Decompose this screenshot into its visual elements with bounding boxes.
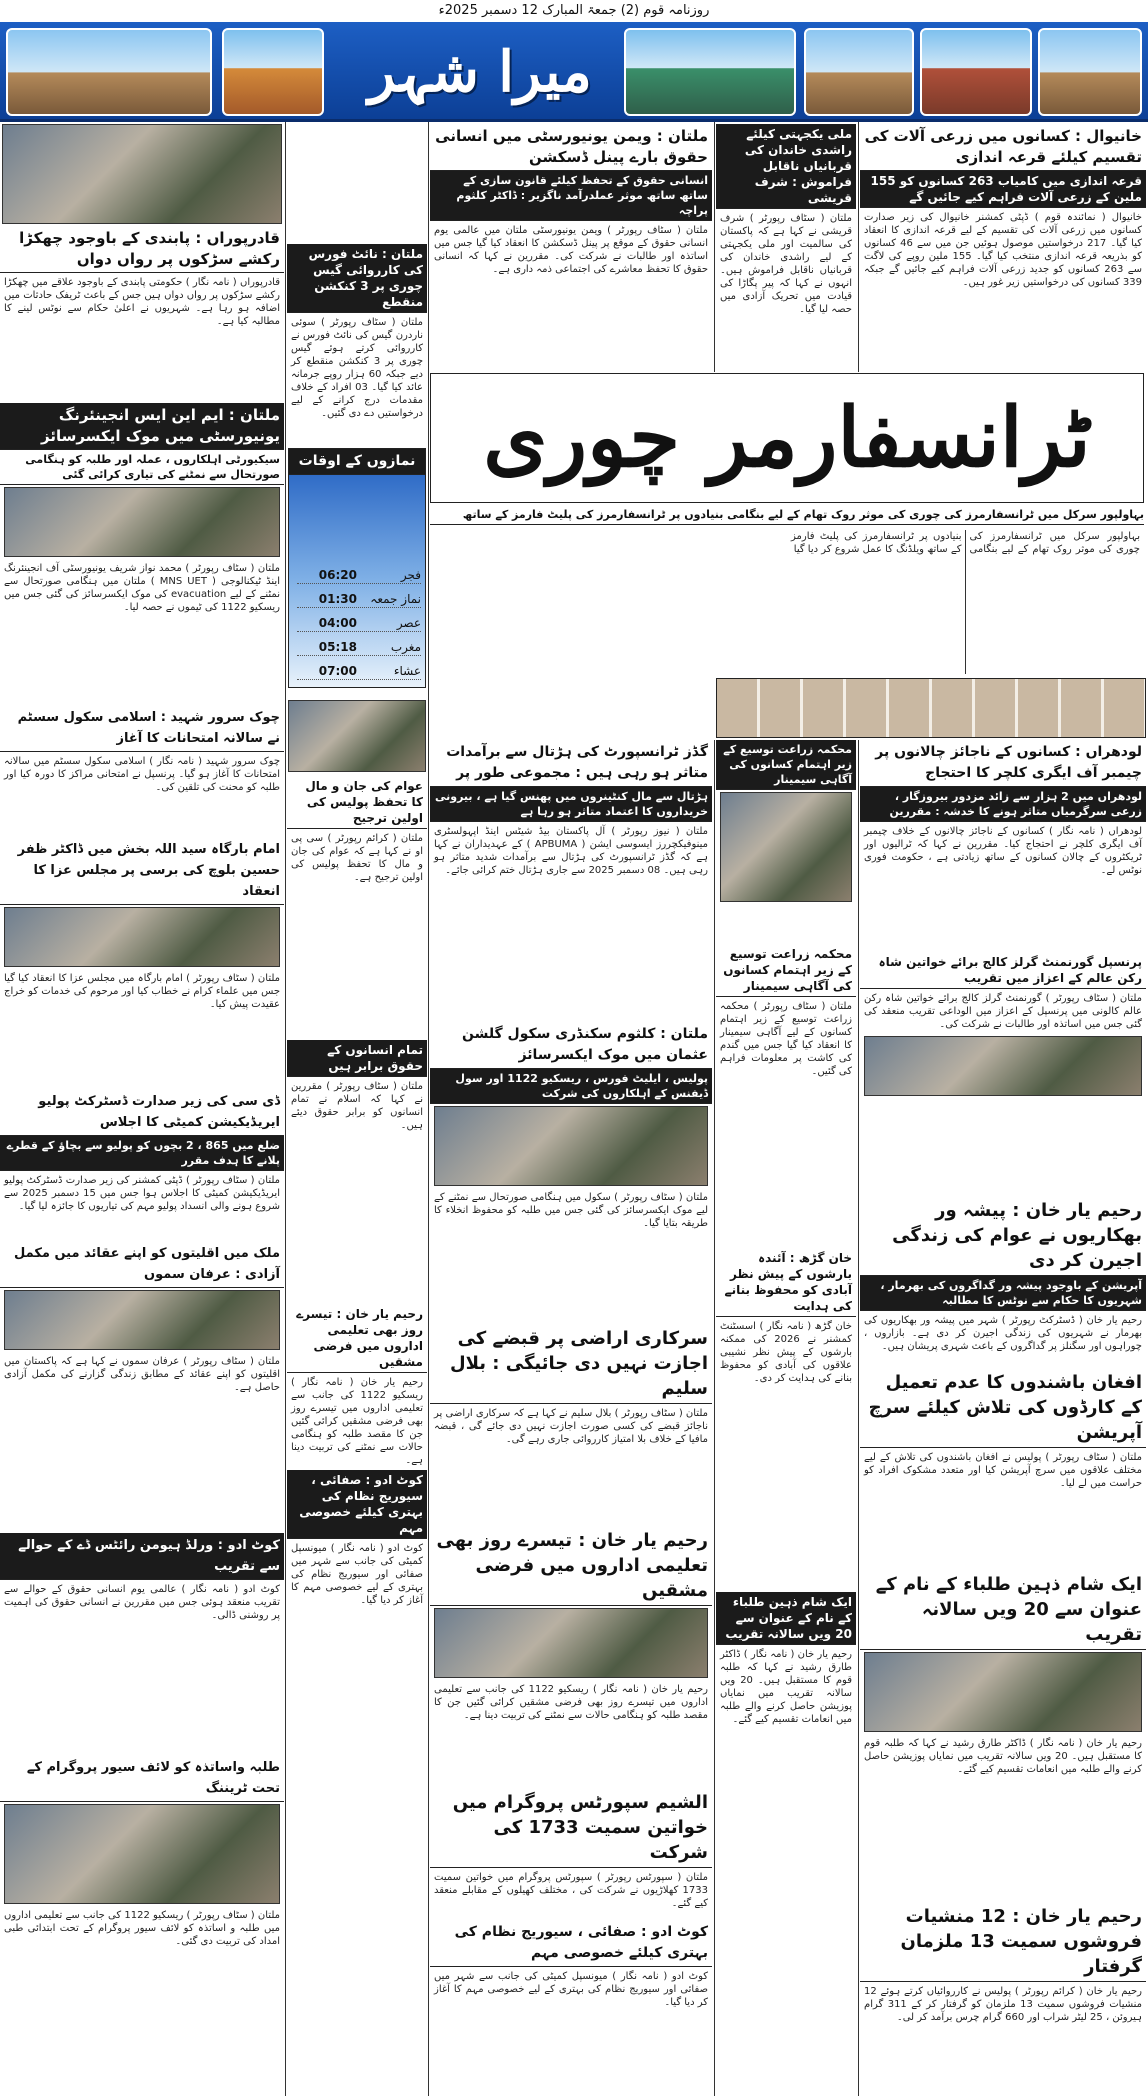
story-fake-drills xyxy=(430,1526,712,1786)
masthead-photo-mausoleum xyxy=(804,28,914,116)
story-headline: رحیم یار خان : 12 منشیات فروشوں سمیت 13 ملزمان گرفتار xyxy=(860,1902,1146,1982)
story-govt-land xyxy=(430,1324,712,1524)
main-headline-sub: بہاولپور سرکل میں ٹرانسفارمرز کی چوری کی موثر روک تھام کے لیے بنگامی بنیادوں پر ٹرانسفارمرز کی پلیٹ فارمز کے ساتھ xyxy=(430,505,1144,525)
story-body: قادرپوراں ( نامہ نگار ) حکومتی پابندی کے باوجود علاقے میں چھکڑا رکشے سڑکوں پر رواں دواں ہیں جس کے باعث ٹریفک حادثات میں اضافہ ہو رہا ہے۔ شہریوں نے اعلیٰ حکام سے نوٹس لینے کا مطالبہ کیا ہے۔ xyxy=(4,277,280,327)
story-body: رحیم یار خان ( نامہ نگار ) ڈاکٹر طارق رشید نے کہا کہ طلبہ قوم کا مستقبل ہیں۔ 20 ویں سالانہ تقریب میں نمایاں پوزیشن حاصل کرنے والے طلبہ میں انعامات تقسیم کیے گئے۔ xyxy=(720,1649,852,1725)
column-rule xyxy=(858,740,859,2096)
story-human-rights-day xyxy=(0,1533,284,1753)
story-body: ملتان ( سٹاف رپورٹر ) ویمن یونیورسٹی ملتان میں عالمی یوم انسانی حقوق کے موقع پر پینل ڈسکشن کا انعقاد کیا گیا جس میں اساتذہ اور طالبات نے شرکت کی۔ مقررین نے کہا کہ انسانی حقوق کا تحفظ معاشرے کی اجتماعی ذمہ داری ہے۔ xyxy=(434,225,708,275)
story-life-saver xyxy=(0,1755,284,2093)
story-headline: الشیم سپورٹس پروگرام میں خواتین سمیت 1733 کی شرکت xyxy=(430,1788,712,1868)
prayer-row xyxy=(297,567,421,584)
story-body: ملتان ( کرائم رپورٹر ) سی پی او نے کہا ہے کہ عوام کی جان و مال کا تحفظ پولیس کی اولین ترجیح ہے۔ xyxy=(291,833,423,883)
masthead-title: میرا شہر xyxy=(368,39,592,105)
prayer-time: 05:18 xyxy=(318,640,357,654)
story-body: رحیم یار خان ( نامہ نگار ) ڈاکٹر طارق رشید نے کہا کہ طلبہ قوم کا مستقبل ہیں۔ 20 ویں سالانہ تقریب میں نمایاں پوزیشن حاصل کرنے والے طلبہ میں انعامات تقسیم کیے گئے۔ xyxy=(864,1738,1142,1775)
story-subheadline: انسانی حقوق کے تحفظ کیلئے قانون سازی کے ساتھ ساتھ موثر عملدرآمد ناگزیر : ڈاکٹر کلثوم پراچہ xyxy=(430,171,712,221)
prayer-row xyxy=(297,591,421,608)
prayer-name: مغرب xyxy=(390,640,421,654)
story-headline: ملتان : نائٹ فورس کی کارروائی گیس چوری پر 3 کنکشن منقطع xyxy=(287,244,427,313)
portrait-strip xyxy=(716,678,1146,738)
story-headline: محکمہ زراعت توسیع کے زیر اہتمام کسانوں کی آگاہی سیمینار xyxy=(716,740,856,790)
story-headline: گڈز ٹرانسپورٹ کی ہڑتال سے برآمدات متاثر ہو رہی ہیں : مجموعی طور پر xyxy=(430,740,712,787)
story-headline: ملتان : ویمن یونیورسٹی میں انسانی حقوق بارے پینل ڈسکشن xyxy=(430,124,712,171)
story-subheadline: آپریشن کے باوجود پیشہ ور گداگروں کی بھرمار ، شہریوں کا حکام سے نوٹس کا مطالبہ xyxy=(860,1276,1146,1311)
story-headline: رحیم یار خان : پیشہ ور بھکاریوں نے عوام کی زندگی اجیرن کر دی xyxy=(860,1196,1146,1276)
story-headline: ملتان : کلثوم سکنڈری سکول گلشن عثمان میں موک ایکسرسائز xyxy=(430,1022,712,1069)
story-headline: ملی یکجہتی کیلئے راشدی خاندان کی قربانیاں ناقابل فراموش : شرف قریشی xyxy=(716,124,856,209)
story-headline: ایک شام ذہین طلباء کے نام کے عنوان سے 20 ویں سالانہ تقریب xyxy=(716,1592,856,1645)
story-headline: عوام کی جان و مال کا تحفظ پولیس کی اولین ترجیح xyxy=(287,776,427,829)
story-misc-column xyxy=(287,1304,427,2094)
story-body: رحیم یار خان ( نامہ نگار ) ریسکیو 1122 کی جانب سے تعلیمی اداروں میں تیسرے روز بھی فرضی مشقیں کرائی گئیں جن کا مقصد طلبہ کو ہنگامی حالات سے نمٹنے کی تربیت دینا ہے۔ xyxy=(434,1684,708,1721)
story-headline: تمام انسانوں کے حقوق برابر ہیں xyxy=(287,1040,427,1077)
story-headline: خان گڑھ : آئندہ بارشوں کے پیش نظر آبادی کو محفوظ بنانے کی ہدایت xyxy=(716,1248,856,1317)
story-headline: ڈی سی کی زیر صدارت ڈسٹرکٹ پولیو ایریڈیکیشن کمیٹی کا اجلاس xyxy=(0,1089,284,1136)
story-photo xyxy=(434,1608,708,1678)
story-photo xyxy=(4,1290,280,1350)
story-body: ملتان ( سٹاف رپورٹر ) محمد نواز شریف یونیورسٹی آف انجینئرنگ اینڈ ٹیکنالوجی ( MNS UET ) ملتان میں ہنگامی صورتحال سے نمٹنے کے لیے evacuation کی موک ایکسرسائز کی گئی جس میں ریسکیو 1122 کی ٹیموں نے حصہ لیا۔ xyxy=(4,563,280,613)
story-headline: افغان باشندوں کا عدم تعمیل کے کارڈوں کی تلاش کیلئے سرچ آپریشن xyxy=(860,1368,1146,1448)
story-headline: خانیوال : کسانوں میں زرعی آلات کی تقسیم کیلئے قرعہ اندازی xyxy=(860,124,1146,171)
story-subheadline: پولیس ، ایلیٹ فورس ، ریسکیو 1122 اور سول ڈیفنس کے اہلکاروں کی شرکت xyxy=(430,1069,712,1104)
story-body: کوٹ ادو ( نامہ نگار ) میونسپل کمیٹی کی جانب سے شہر میں صفائی اور سیوریج نظام کی بہتری کے لیے خصوصی مہم کا آغاز کر دیا گیا۔ xyxy=(434,1971,708,2008)
masthead-photo-building xyxy=(6,28,212,116)
story-body: خانیوال ( نمائندہ قوم ) ڈپٹی کمشنر خانیوال کی زیر صدارت کسانوں میں زرعی آلات کی تقسیم کے لیے قرعہ اندازی کا انعقاد کیا گیا۔ 217 درخواستیں موصول ہوئیں جن میں سے 46 کسانوں کو بذریعہ قرعہ اندازی منتخب کیا گیا۔ 155 ملین روپے کی لاگت سے 263 کسانوں کو جدید زرعی آلات فراہم کیے جائیں گے جبکہ 339 کسانوں کی درخواستیں زیر غور ہیں۔ xyxy=(864,212,1143,288)
story-women-university xyxy=(430,124,712,372)
story-kot-addu-cleaning xyxy=(430,1920,712,2094)
story-body: ملتان ( سٹاف رپورٹر ) ریسکیو 1122 کی جانب سے تعلیمی اداروں میں طلبہ و اساتذہ کو لائف سیور پروگرام کے تحت ابتدائی طبی امداد کی تربیت دی گئی۔ xyxy=(4,1910,280,1947)
story-body: لودھراں ( نامہ نگار ) کسانوں کے ناجائز چالانوں کے خلاف چیمبر آف ایگری کلچر نے احتجاج کیا۔ مقررین نے کہا کہ ٹرالیوں اور ٹریکٹروں کے چالان کسانوں کے ساتھ زیادتی ہے ، حکومت فوری نوٹس لے۔ xyxy=(864,826,1142,876)
story-body: ملتان ( سٹاف رپورٹر ) گورنمنٹ گرلز کالج برائے خواتین شاہ رکن عالم کالونی میں پرنسپل کے اعزاز میں الوداعی تقریب منعقد کی گئی جس میں اساتذہ اور طالبات نے شرکت کی۔ xyxy=(864,993,1142,1030)
main-story-body: بہاولپور سرکل میں ٹرانسفارمرز کی چوری کی موثر روک تھام کے لیے بنگامی بنیادوں پر ٹرانسفارمرز کی پلیٹ فارمز کے ساتھ ویلڈنگ کا عمل شروع کر دیا گیا xyxy=(791,531,1140,555)
story-headline: امام بارگاہ سید اللہ بخش میں ڈاکٹر ظفر حسین بلوچ کی برسی پر مجلس عزا کا انعقاد xyxy=(0,837,284,905)
story-headline: کوٹ ادو : ورلڈ ہیومن رائٹس ڈے کے حوالے سے تقریب xyxy=(0,1533,284,1580)
story-photo xyxy=(434,1106,708,1186)
prayer-name: عشاء xyxy=(393,664,421,678)
story-body: ملتان ( سٹاف رپورٹر ) سکول میں ہنگامی صورتحال سے نمٹنے کے لیے موک ایکسرسائز کی گئی جس میں طلبہ کو محفوظ انخلاء کا طریقہ بتایا گیا۔ xyxy=(434,1192,708,1229)
story-subheadline: قرعہ اندازی میں کامیاب 263 کسانوں کو 155 ملین کے زرعی آلات فراہم کیے جائیں گے xyxy=(860,171,1146,208)
prayer-time: 04:00 xyxy=(318,616,357,630)
story-body: ملتان ( سٹاف رپورٹر ) ڈپٹی کمشنر کی زیر صدارت ڈسٹرکٹ پولیو ایریڈیکیشن کمیٹی کا اجلاس ہوا جس میں 15 دسمبر 2025 سے شروع ہونے والی انسداد پولیو مہم کی تیاریوں کا جائزہ لیا گیا۔ xyxy=(4,1175,280,1212)
story-headline: لودھراں : کسانوں کے ناجائز چالانوں پر چیمبر آف ایگری کلچر کا احتجاج xyxy=(860,740,1146,787)
column-rule xyxy=(858,122,859,372)
prayer-timings xyxy=(288,448,426,688)
story-body: ملتان ( سٹاف رپورٹر ) عرفان سموں نے کہا ہے کہ پاکستان میں اقلیتوں کو اپنے عقائد کے مطابق زندگی گزارنے کی مکمل آزادی حاصل ہے۔ xyxy=(4,1356,280,1393)
story-headline: ملک میں اقلیتوں کو اپنے عقائد میں مکمل آزادی : عرفان سموں xyxy=(0,1241,284,1288)
main-headline: ٹرانسفارمر چوری xyxy=(430,373,1144,503)
story-night-force xyxy=(287,244,427,444)
story-headline: قادرپوراں : پابندی کے باوجود چھکڑا رکشے سڑکوں پر رواں دواں xyxy=(0,226,284,273)
story-afghan-search xyxy=(860,1368,1146,1568)
story-photo xyxy=(720,792,852,902)
prayer-row xyxy=(297,663,421,680)
story-body: کوٹ ادو ( نامہ نگار ) میونسپل کمیٹی کی جانب سے شہر میں صفائی اور سیوریج نظام کی بہتری کے لیے خصوصی مہم کا آغاز کر دیا گیا۔ xyxy=(291,1543,423,1606)
prayer-title: نمازوں کے اوقات xyxy=(289,449,425,475)
column-rule xyxy=(285,122,286,2096)
story-photo xyxy=(864,1652,1142,1732)
story-chakra-rickshaw xyxy=(0,226,284,401)
story-body: خان گڑھ ( نامہ نگار ) اسسٹنٹ کمشنر نے 2026 کی ممکنہ بارشوں کے پیش نظر نشیبی علاقوں کی آبادی کو محفوظ بنانے کی ہدایت کر دی۔ xyxy=(720,1321,852,1384)
prayer-row xyxy=(297,615,421,632)
story-body: رحیم یار خان ( کرائم رپورٹر ) پولیس نے کارروائیاں کرتے ہوئے 12 منشیات فروشوں سمیت 13 ملزمان کو گرفتار کر کے 311 گرام ہیروئن ، 25 لیٹر شراب اور 660 گرام چرس برآمد کر لی۔ xyxy=(864,1986,1143,2023)
prayer-row xyxy=(297,639,421,656)
story-kisan-qura xyxy=(860,124,1146,372)
column-rule xyxy=(714,740,715,2096)
story-mosque-cleaning xyxy=(287,776,427,1036)
story-goods-transport xyxy=(430,740,712,1020)
story-rashdi xyxy=(716,124,856,372)
masthead xyxy=(0,22,1148,122)
group-photo xyxy=(2,124,282,224)
story-body: ملتان ( سٹاف رپورٹر ) پولیس نے افغان باشندوں کی تلاش کے لیے مختلف علاقوں میں سرچ آپریشن کیا اور متعدد مشکوک افراد کو حراست میں لے لیا۔ xyxy=(864,1452,1142,1489)
story-body: ملتان ( سٹاف رپورٹر ) امام بارگاہ میں مجلس عزا کا انعقاد کیا گیا جس میں علماء کرام نے خطاب کیا اور مرحوم کی خدمات کو خراج عقیدت پیش کیا۔ xyxy=(4,973,280,1010)
story-police xyxy=(287,1040,427,1300)
story-sidebar-bottom xyxy=(716,1592,856,2094)
story-headline: رحیم یار خان : تیسرے روز بھی تعلیمی اداروں میں فرضی مشقیں xyxy=(287,1304,427,1373)
story-body: رحیم یار خان ( ڈسٹرکٹ رپورٹر ) شہر میں پیشہ ور بھکاریوں کی بھرمار نے شہریوں کی زندگی اجیرن کر دی ہے۔ بازاروں ، چوراہوں اور سگنلز پر گداگروں کے باعث شہری پریشان ہیں۔ xyxy=(864,1315,1142,1352)
edition-line: روزنامہ قوم (2) جمعۃ المبارک 12 دسمبر 2025ء xyxy=(438,3,710,18)
story-headline: کوٹ ادو : صفائی ، سیوریج نظام کی بہتری کیلئے خصوصی مہم xyxy=(430,1920,712,1967)
story-body: ملتان ( سٹاف رپورٹر ) مقررین نے کہا کہ اسلام نے تمام انسانوں کو برابر حقوق دیئے ہیں۔ xyxy=(291,1081,423,1131)
story-body: چوک سرور شہید ( نامہ نگار ) اسلامی سکول سسٹم میں سالانہ امتحانات کا آغاز ہو گیا۔ پرنسپل نے امتحانی مراکز کا دورہ کیا اور طلبہ کو محنت کی تلقین کی۔ xyxy=(4,756,280,793)
story-body: ملتان ( سٹاف رپورٹر ) سوئی ناردرن گیس کی نائٹ فورس نے کارروائی کرتے ہوئے گیس چوری پر 3 کنکشن منقطع کر دیے جبکہ 60 ہزار روپے جرمانہ عائد کیا گیا۔ 03 افراد کے خلاف مقدمات درج کرانے کے لیے درخواستیں دے دی گئیں۔ xyxy=(291,317,424,419)
story-body: ملتان ( سپورٹس رپورٹر ) سپورٹس پروگرام میں خواتین سمیت 1733 کھلاڑیوں نے شرکت کی ، مختلف کھیلوں کے مقابلے منعقد کیے گئے۔ xyxy=(434,1872,708,1909)
story-body: ملتان ( نیوز رپورٹر ) آل پاکستان بیڈ شیٹس اینڈ اپہولسٹری مینوفیکچررز ایسوسی ایشن ( APBUMA ) کے عہدیداران نے کہا ہے کہ گڈز ٹرانسپورٹ کی ہڑتال سے برآمدات شدید متاثر ہو رہی ہیں۔ 08 دسمبر 2025 سے جاری ہڑتال ختم کرائی جائے۔ xyxy=(434,826,709,876)
prayer-time: 07:00 xyxy=(318,664,357,678)
story-principal-farewell xyxy=(860,952,1146,1192)
story-minorities xyxy=(0,1241,284,1531)
story-body: ملتان ( سٹاف رپورٹر ) بلال سلیم نے کہا ہے کہ سرکاری اراضی پر ناجائز قبضے کی کسی صورت اجازت نہیں دی جائے گی ، قبضہ مافیا کے خلاف بلا امتیاز کارروائی جاری رہے گی۔ xyxy=(434,1408,708,1445)
story-headline: محکمہ زراعت توسیع کے زیر اہتمام کسانوں کی آگاہی سیمینار xyxy=(716,944,856,997)
story-bright-students xyxy=(860,1570,1146,1900)
story-subheadline: لودھراں میں 2 ہزار سے زائد مزدور بیروزگار ، زرعی سرگرمیاں متاثر ہونے کا خدشہ : مقررین xyxy=(860,787,1146,822)
story-photo xyxy=(4,907,280,967)
story-headline: کوٹ ادو : صفائی ، سیوریج نظام کی بہتری کیلئے خصوصی مہم xyxy=(287,1470,427,1539)
story-sports xyxy=(430,1788,712,1918)
story-lodhran xyxy=(860,740,1146,950)
story-body: ملتان ( سٹاف رپورٹر ) محکمہ زراعت توسیع کے زیر اہتمام کسانوں کے لیے آگاہی سیمینار کا انعقاد کیا گیا جس میں گندم کی کاشت پر معلومات فراہم کی گئیں۔ xyxy=(720,1001,852,1077)
story-headline: چوک سرور شہید : اسلامی سکول سسٹم نے سالانہ امتحانات کا آغاز xyxy=(0,705,284,752)
portrait-photo xyxy=(288,700,426,772)
masthead-photo-shrine xyxy=(624,28,796,116)
story-body: کوٹ ادو ( نامہ نگار ) عالمی یوم انسانی حقوق کے حوالے سے تقریب منعقد ہوئی جس میں مقررین نے انسانی حقوق کی اہمیت پر روشنی ڈالی۔ xyxy=(4,1584,280,1621)
story-photo xyxy=(864,1036,1142,1096)
prayer-name: فجر xyxy=(400,568,421,582)
story-photo xyxy=(4,487,280,557)
story-headline: سرکاری اراضی پر قبضے کی اجازت نہیں دی جائیگی : بلال سلیم xyxy=(430,1324,712,1404)
story-headline: ایک شام ذہین طلباء کے نام کے عنوان سے 20 ویں سالانہ تقریب xyxy=(860,1570,1146,1650)
story-headline: پرنسپل گورنمنٹ گرلز کالج برائے خواتین شاہ رکن عالم کے اعزاز میں تقریب xyxy=(860,952,1146,989)
masthead-photo-temple xyxy=(222,28,324,116)
story-mns-mock xyxy=(0,403,284,703)
prayer-time: 06:20 xyxy=(318,568,357,582)
story-photo xyxy=(4,1804,280,1904)
story-subheadline: سیکیورٹی اہلکاروں ، عملہ اور طلبہ کو ہنگامی صورتحال سے نمٹنے کی تیاری کرائی گئی xyxy=(0,450,284,485)
story-imambargah xyxy=(0,837,284,1087)
masthead-photo-clocktower xyxy=(920,28,1032,116)
story-subheadline: ہڑتال سے مال کنٹینروں میں پھنس گیا ہے ، بیرونی خریداروں کا اعتماد متاثر ہو رہا ہے xyxy=(430,787,712,822)
column-rule xyxy=(714,122,715,372)
story-islamic-school xyxy=(0,705,284,835)
prayer-name: عصر xyxy=(396,616,421,630)
story-khangarh xyxy=(716,1248,856,1588)
story-beggars xyxy=(860,1196,1146,1366)
prayer-time: 01:30 xyxy=(318,592,357,606)
story-kulsoom-school xyxy=(430,1022,712,1322)
story-drug-arrests xyxy=(860,1902,1146,2094)
story-headline: ملتان : ایم این ایس انجینئرنگ یونیورسٹی میں موک ایکسرسائز xyxy=(0,403,284,450)
story-polio xyxy=(0,1089,284,1239)
story-body: ملتان ( سٹاف رپورٹر ) شرف قریشی نے کہا ہے کہ پاکستان کی سالمیت اور ملی یکجہتی کے لیے راشدی خاندان کی قربانیاں ناقابل فراموش ہیں۔ انہوں نے کہا کہ پیر پگاڑا کی قیادت میں تحریک آزادی میں حصہ لیا گیا۔ xyxy=(720,213,852,315)
story-headline: طلبہ واساتذہ کو لائف سیور پروگرام کے تحت ٹریننگ xyxy=(0,1755,284,1802)
story-body: رحیم یار خان ( نامہ نگار ) ریسکیو 1122 کی جانب سے تعلیمی اداروں میں تیسرے روز بھی فرضی مشقیں کرائی گئیں جن کا مقصد طلبہ کو ہنگامی حالات سے نمٹنے کی تربیت دینا ہے۔ xyxy=(291,1377,424,1466)
masthead-photo-tomb xyxy=(1038,28,1142,116)
column-rule xyxy=(428,122,429,2096)
story-agri-side xyxy=(716,740,856,940)
story-subheadline: ضلع میں 865 ، 2 بچوں کو پولیو سے بچاؤ کے قطرے پلانے کا ہدف مقرر xyxy=(0,1136,284,1171)
story-agri-seminar xyxy=(716,944,856,1244)
prayer-name: نماز جمعہ xyxy=(370,592,421,606)
story-headline: رحیم یار خان : تیسرے روز بھی تعلیمی اداروں میں فرضی مشقیں xyxy=(430,1526,712,1606)
